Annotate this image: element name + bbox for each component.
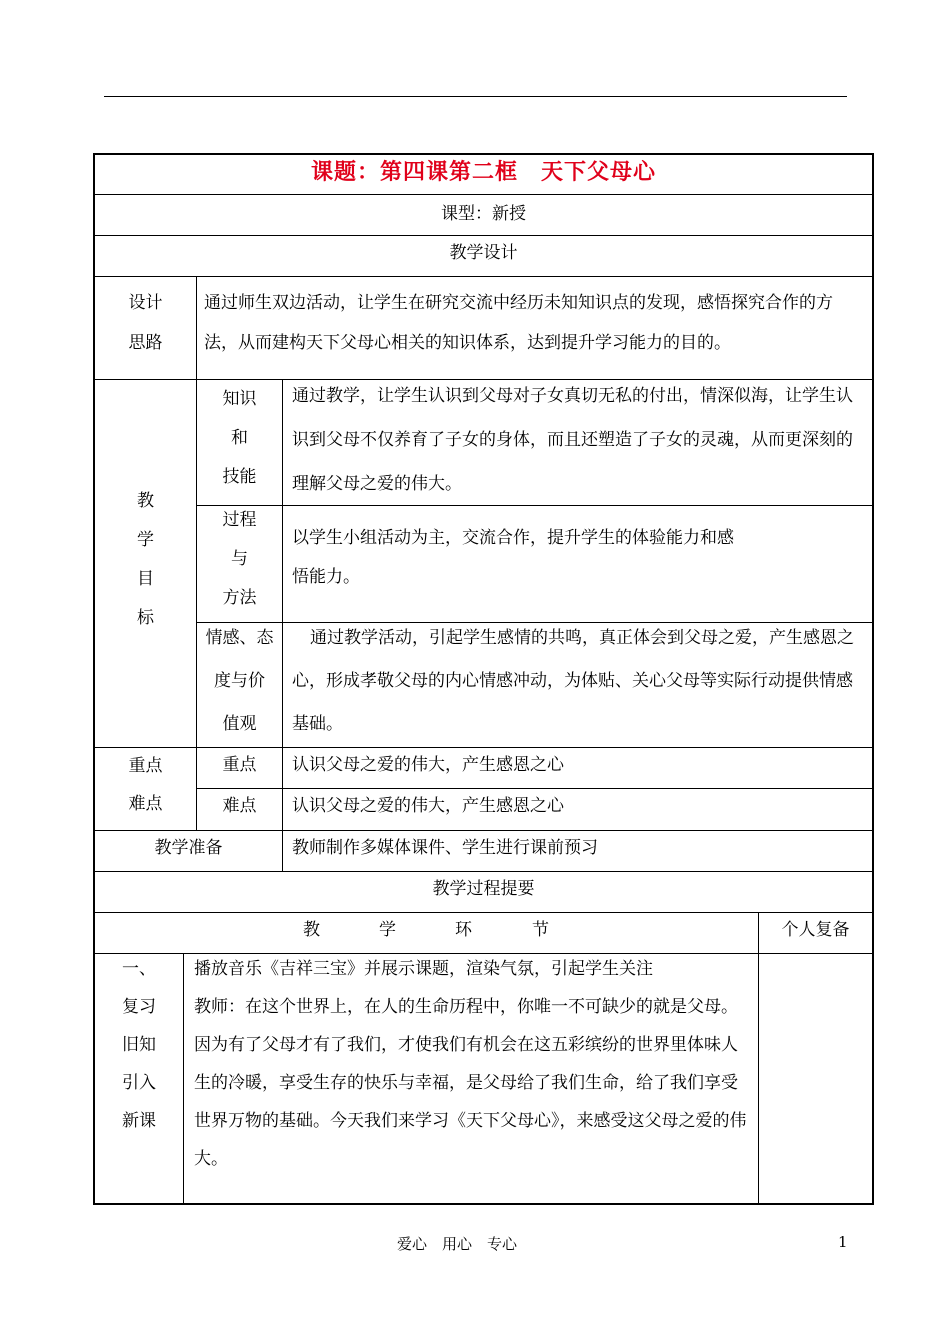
- preparation-label: 教学准备: [154, 838, 223, 858]
- page-number: 1: [838, 1233, 848, 1251]
- process-method-label: 过程 与 方法: [222, 510, 257, 608]
- table-border: [872, 153, 874, 1205]
- page-title: 课题：第四课第二框 天下父母心: [310, 159, 656, 185]
- header-rule: [104, 96, 847, 97]
- emotion-text: 通过教学活动，引起学生感情的共鸣，真正体会到父母之爱，产生感恩之心，形成孝敬父母的内心情感冲动，为体贴、关心父母等实际行动提供情感基础。: [292, 628, 854, 734]
- table-border: [183, 953, 184, 1204]
- table-border: [282, 379, 283, 830]
- design-header: 教学设计: [449, 243, 518, 263]
- lesson-type: 课型：新授: [441, 204, 526, 224]
- stage-header: 教 学 环 节: [303, 920, 549, 940]
- key-point-label: 重点: [222, 755, 257, 775]
- key-points-label: 重点 难点: [128, 756, 163, 814]
- emotion-label: 情感、态 度与价 值观: [205, 628, 274, 734]
- table-border: [93, 1203, 874, 1205]
- table-border: [196, 276, 197, 379]
- knowledge-text: 通过教学，让学生认识到父母对子女真切无私的付出，情深似海，让学生认识到父母不仅养育了子女的身体，而且还塑造了子女的灵魂，从而更深刻的理解父母之爱的伟大。: [292, 386, 853, 494]
- difficult-point-label: 难点: [222, 796, 257, 816]
- knowledge-label: 知识 和 技能: [222, 389, 257, 487]
- design-idea-text: 通过师生双边活动，让学生在研究交流中经历未知知识点的发现，感悟探究合作的方法，从而建构天下父母心相关的知识体系，达到提升学习能力的目的。: [204, 293, 833, 353]
- table-border: [93, 276, 874, 277]
- table-border: [758, 912, 759, 1204]
- footer-motto: 爱心 用心 专心: [397, 1235, 518, 1253]
- key-point-text: 认识父母之爱的伟大，产生感恩之心: [292, 755, 564, 775]
- objectives-label: 教 学 目 标: [137, 491, 154, 628]
- step1-content: 播放音乐《吉祥三宝》并展示课题，渲染气氛，引起学生关注 教师：在这个世界上，在人的生命历程中，你唯一不可缺少的就是父母。因为有了父母才有了我们，才使我们有机会在这五彩缤纷的世界里体味人生的冷暖，享受生存的快乐与幸福，是父母给了我们生命，给了我们享受世界万物的基础。今天我们来学习《天下父母心》，来感受这父母之爱的伟大。: [194, 959, 747, 1169]
- personal-prep-header: 个人复备: [781, 920, 850, 940]
- difficult-point-text: 认识父母之爱的伟大，产生感恩之心: [292, 796, 564, 816]
- table-border: [282, 830, 283, 871]
- step1-label: 一、 复习 旧知 引入 新课: [122, 959, 156, 1131]
- process-header: 教学过程提要: [432, 879, 535, 899]
- design-idea-label: 设计 思路: [128, 293, 163, 353]
- process-method-text: 以学生小组活动为主，交流合作，提升学生的体验能力和感 悟能力。: [292, 528, 734, 587]
- preparation-text: 教师制作多媒体课件、学生进行课前预习: [292, 838, 598, 858]
